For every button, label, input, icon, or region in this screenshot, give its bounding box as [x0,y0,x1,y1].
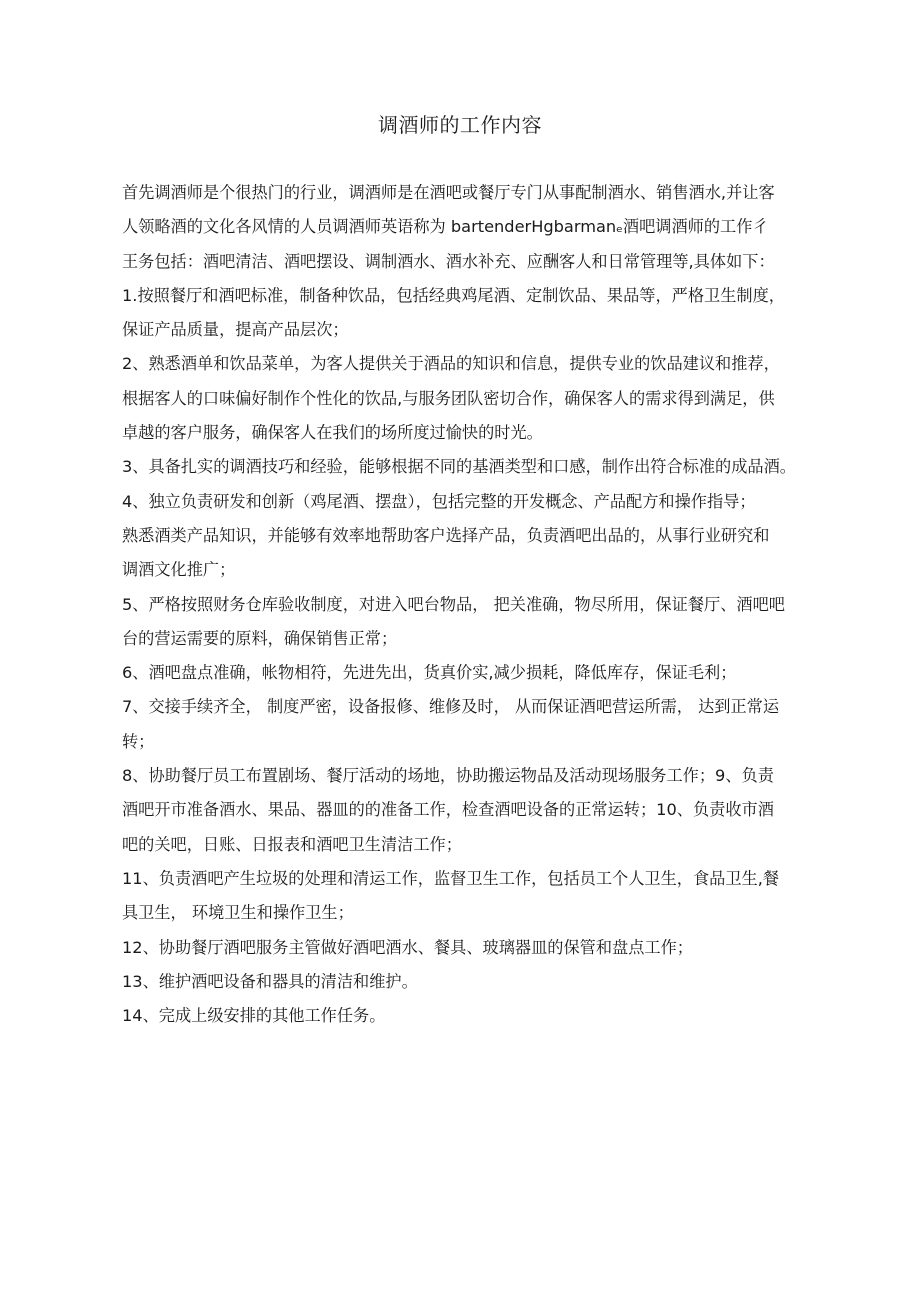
body-line: 王务包括：酒吧清洁、酒吧摆设、调制酒水、酒水补充、应酬客人和日常管理等,具体如下： [122,251,775,271]
body-line: 保证产品质量，提高产品层次； [122,320,349,340]
body-line: 7、交接手续齐全， 制度严密，设备报修、维修及时， 从而保证酒吧营运所需， 达到正常运 [122,697,780,717]
body-line: 14、完成上级安排的其他工作任务。 [122,1006,386,1026]
body-line: 熟悉酒类产品知识，并能够有效率地帮助客户选择产品，负责酒吧出品的，从事行业研究和 [122,525,770,545]
body-line: 人领略酒的文化各风情的人员调酒师英语称为 bartenderHgbarmanₑ酒吧调酒师的工作彳 [122,217,769,237]
body-line: 具卫生， 环境卫生和操作卫生； [122,903,354,923]
body-line: 12、协助餐厅酒吧服务主管做好酒吧酒水、餐具、玻璃器皿的保管和盘点工作； [122,937,693,957]
body-line: 卓越的客户服务，确保客人在我们的场所度过愉快的时光。 [122,423,543,443]
body-line: 13、维护酒吧设备和器具的清洁和维护。 [122,971,418,991]
body-line: 2、熟悉酒单和饮品菜单，为客人提供关于酒品的知识和信息，提供专业的饮品建议和推荐， [122,354,780,374]
body-line: 6、酒吧盘点准确，帐物相符，先进先出，货真价实,减少损耗，降低库存，保证毛利； [122,663,737,683]
body-line: 吧的关吧，日账、日报表和酒吧卫生清洁工作； [122,834,462,854]
document-body [122,176,822,1033]
body-line: 1.按照餐厅和酒吧标准，制备种饮品，包括经典鸡尾酒、定制饮品、果品等，严格卫生制度， [122,285,785,305]
body-line: 转； [122,731,155,751]
body-line: 8、协助餐厅员工布置剧场、餐厅活动的场地，协助搬运物品及活动现场服务工作；9、负责 [122,766,774,786]
body-line: 酒吧开市准备酒水、果品、器皿的的准备工作，检查酒吧设备的正常运转；10、负责收市酒 [122,800,774,820]
document-title: 调酒师的工作内容 [378,113,542,137]
body-line: 5、严格按照财务仓库验收制度，对进入吧台物品， 把关准确，物尽所用，保证餐厅、酒吧吧 [122,594,785,614]
body-line: 根据客人的口味偏好制作个性化的饮品,与服务团队密切合作，确保客人的需求得到满足，供 [122,388,775,408]
body-line: 4、独立负责研发和创新（鸡尾酒、摆盘），包括完整的开发概念、产品配方和操作指导； [122,491,756,511]
body-line: 首先调酒师是个很热门的行业，调酒师是在酒吧或餐厅专门从事配制酒水、销售酒水,并让客 [122,183,775,202]
body-line: 11、负责酒吧产生垃圾的处理和清运工作，监督卫生工作，包括员工个人卫生，食品卫生,餐 [122,868,780,888]
body-line: 台的营运需要的原料，确保销售正常； [122,628,398,648]
body-line: 调酒文化推广； [122,560,236,580]
body-line: 3、具备扎实的调酒技巧和经验，能够根据不同的基酒类型和口感，制作出符合标准的成品酒。 [122,457,796,477]
